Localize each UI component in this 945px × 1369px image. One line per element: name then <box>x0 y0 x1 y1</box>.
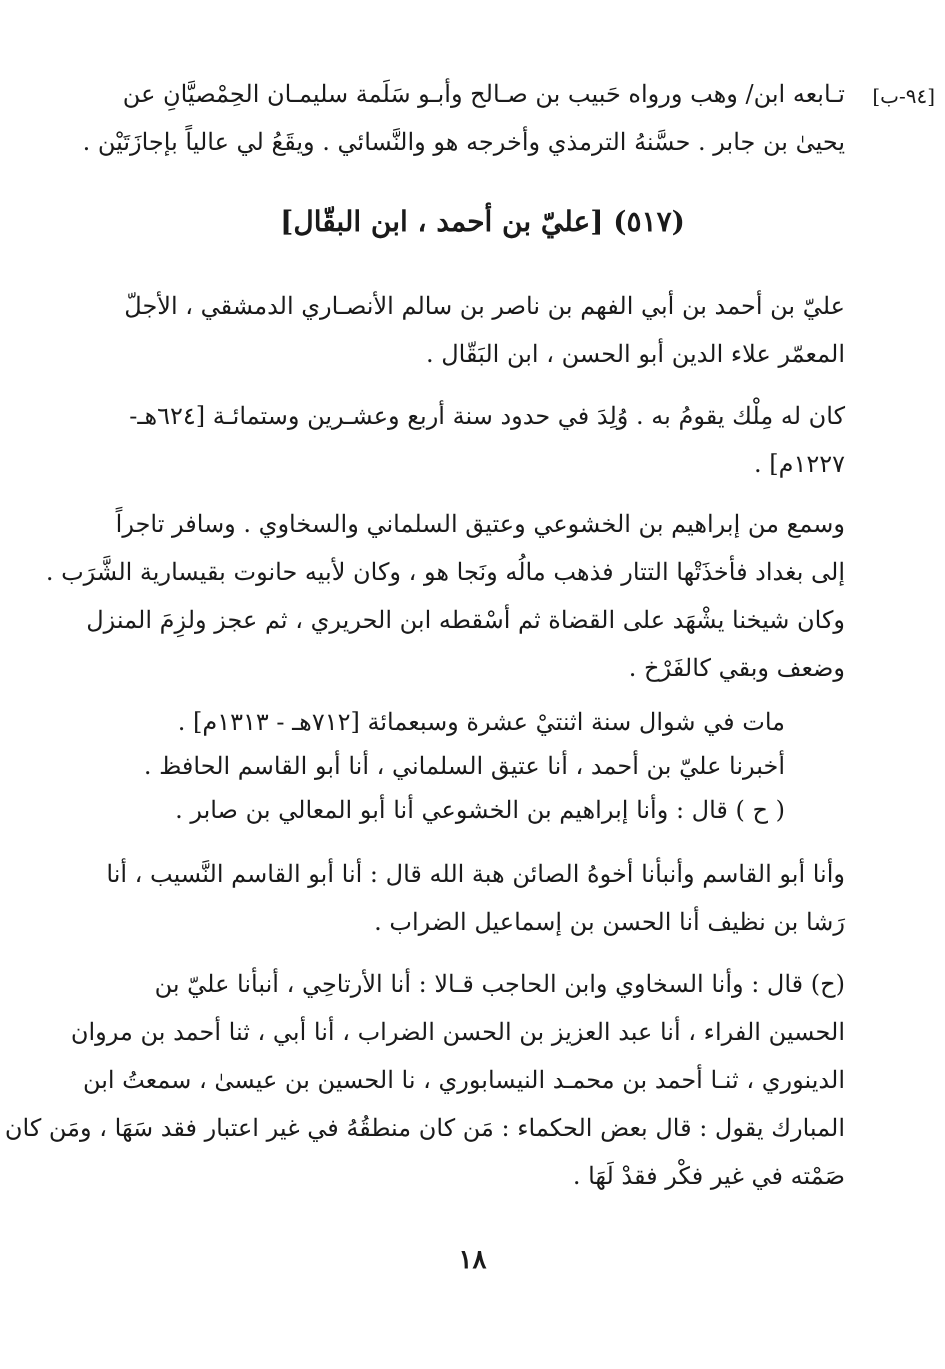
intro-paragraph <box>82 70 845 166</box>
text-line: صَمْته في غير فكْر فقدْ لَهَا . <box>572 1162 845 1190</box>
manuscript-folio-note: [٩٤-ب] <box>872 84 935 108</box>
text-line: تـابعه ابن/ وهب ورواه حَبيب بن صـالح وأبـو سَلَمة سليمـان الحِمْصيَّانِ عن <box>122 80 845 108</box>
text-line: الحسين الفراء ، أنا عبد العزيز بن الحسن الضراب ، أنا أبي ، ثنا أحمد بن مروان <box>70 1018 845 1046</box>
death-and-chain-block <box>95 700 785 832</box>
travel-paragraph <box>45 500 845 692</box>
text-line: أخبرنا عليّ بن أحمد ، أنا عتيق السلماني ، أنا أبو القاسم الحافظ . <box>143 752 785 780</box>
text-line: وضعف وبقي كالفَرْخ . <box>628 654 845 682</box>
text-line: (ح) قال : وأنا السخاوي وابن الحاجب قـالا : أنا الأرتاحِي ، أنبأنا عليّ بن <box>154 970 845 998</box>
isnad-paragraph-2 <box>4 960 845 1200</box>
entry-title: (٥١٧) [عليّ بن أحمد ، ابن البقّال] <box>280 205 685 238</box>
text-line: عليّ بن أحمد بن أبي الفهم بن ناصر بن سالم الأنصـاري الدمشقي ، الأجلّ <box>124 292 845 320</box>
text-line: ( ح ) قال : وأنا إبراهيم بن الخشوعي أنا أبو المعالي بن صابر . <box>175 796 785 824</box>
text-line: وسمع من إبراهيم بن الخشوعي وعتيق السلماني والسخاوي . وسافر تاجراً <box>115 510 845 538</box>
text-line: المبارك يقول : قال بعض الحكماء : مَن كان منطقُهُ في غير اعتبار فقد سَهَا ، ومَن كان <box>4 1114 845 1142</box>
text-line: مات في شوال سنة اثنتيْ عشرة وسبعمائة [٧١٢هـ - ١٣١٣م] . <box>177 708 785 736</box>
bio-paragraph <box>95 282 845 378</box>
text-line: وأنا أبو القاسم وأنبأنا أخوهُ الصائن هبة الله قال : أنا أبو القاسم النَّسيب ، أنا <box>106 860 845 888</box>
text-line: المعمّر علاء الدين أبو الحسن ، ابن البَقّال . <box>425 340 845 368</box>
text-line: كان له مِلْك يقومُ به . وُلِدَ في حدود سنة أربع وعشـرين وستمائـة [٦٢٤هـ- <box>129 402 845 430</box>
page-number: ١٨ <box>458 1245 487 1275</box>
text-line: رَشا بن نظيف أنا الحسن بن إسماعيل الضراب . <box>374 908 845 936</box>
text-line: الدينوري ، ثنـا أحمد بن محمـد النيسابوري ، نا الحسين بن عيسىٰ ، سمعتُ ابن <box>82 1066 845 1094</box>
text-line: إلى بغداد فأخذَتْها التتار فذهب مالُه ونَجا هو ، وكان لأبيه حانوت بقيسارية الشَّرَب . <box>45 558 845 586</box>
text-line: ١٢٢٧م] . <box>753 450 845 478</box>
text-line: يحيىٰ بن جابر . حسَّنهُ الترمذي وأخرجه هو والنَّسائي . ويقَعُ لي عالياً بإجازَتَيْن . <box>82 128 845 156</box>
birth-paragraph <box>95 392 845 488</box>
isnad-paragraph-1 <box>95 850 845 946</box>
text-line: وكان شيخنا يشْهَد على القضاة ثم أسْقطه ابن الحريري ، ثم عجز ولزِمَ المنزل <box>86 606 845 634</box>
